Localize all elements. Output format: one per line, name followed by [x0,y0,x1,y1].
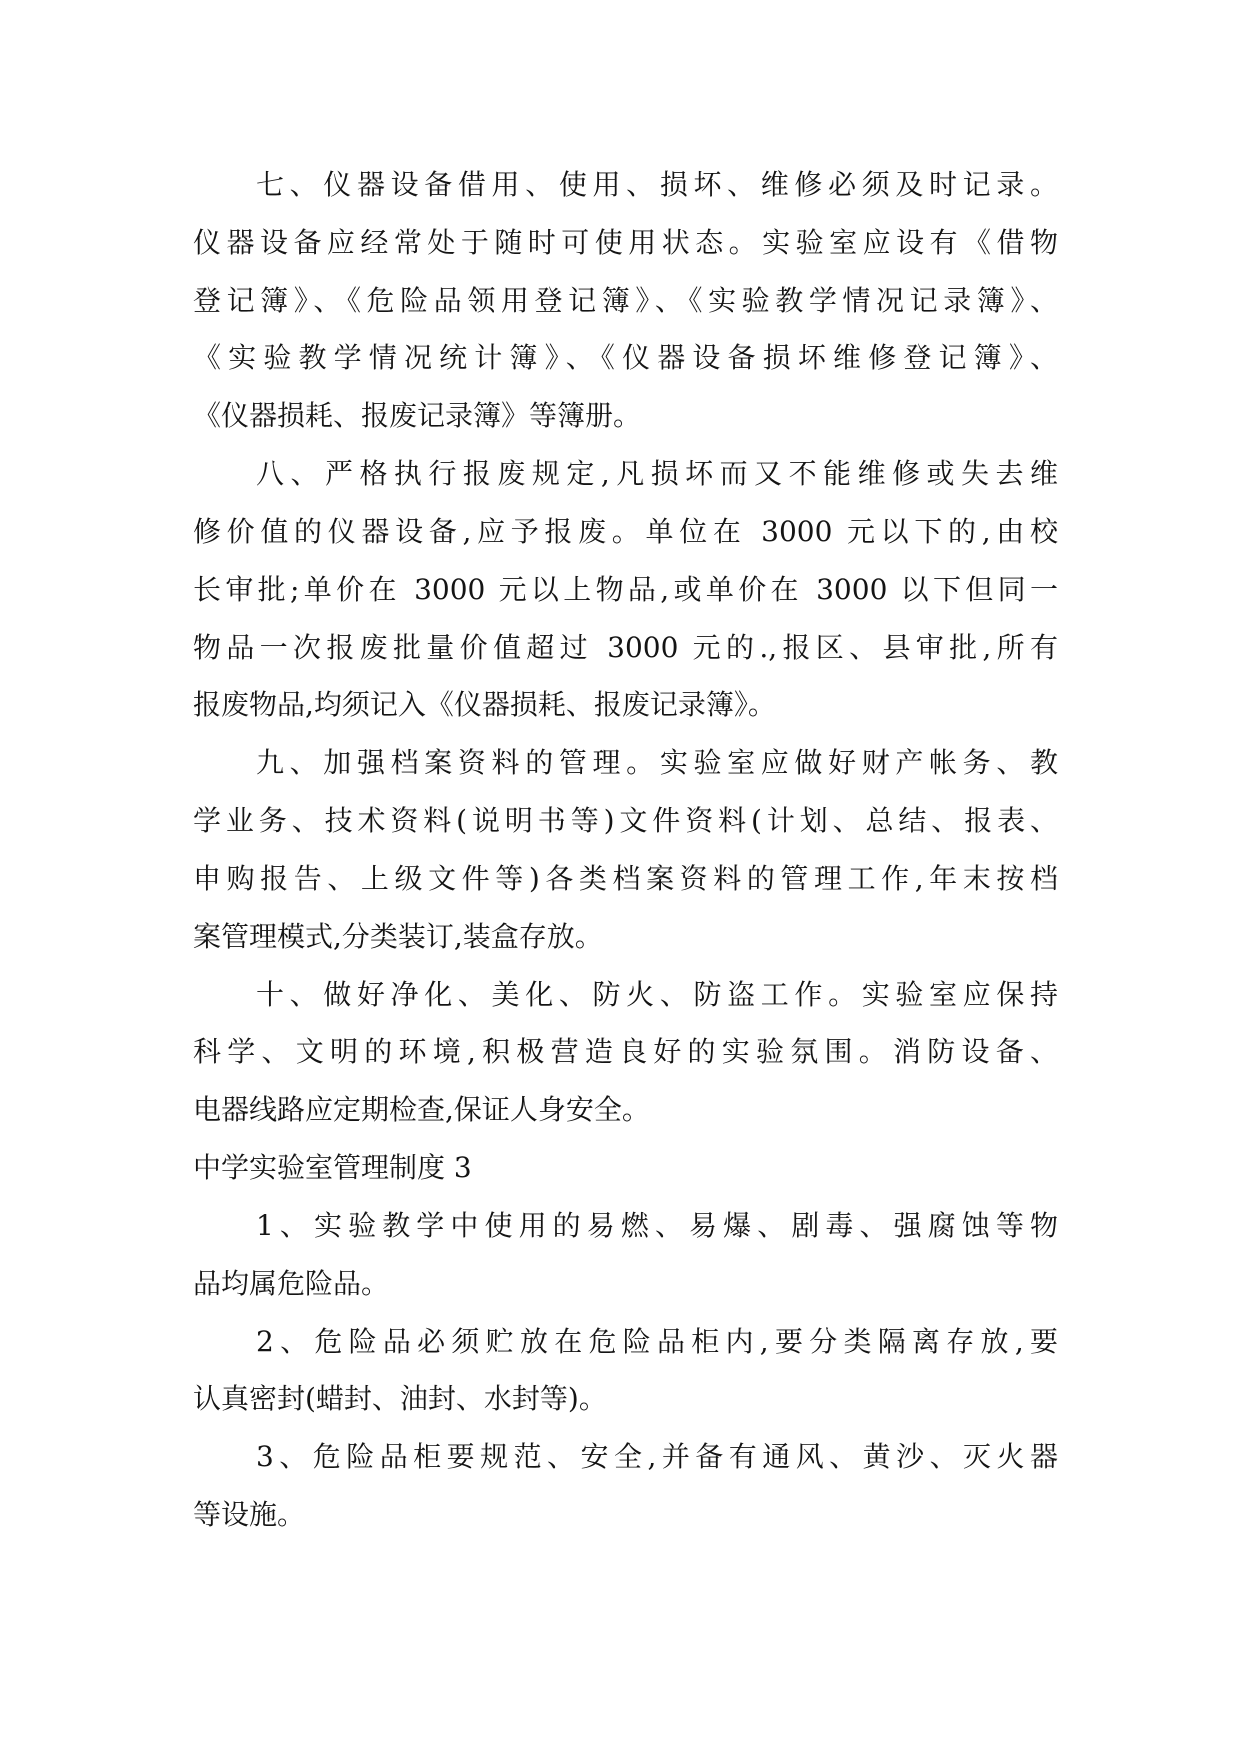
paragraph-line: 七、仪器设备借用、使用、损坏、维修必须及时记录。 [256,168,1058,201]
paragraph [193,734,1058,965]
paragraph [193,156,1058,445]
paragraph-line: 九、加强档案资料的管理。实验室应做好财产帐务、教 [256,746,1058,780]
paragraph-line: 八、严格执行报废规定,凡损坏而又不能维修或失去维 [256,457,1058,491]
paragraph-line: 申购报告、上级文件等)各类档案资料的管理工作,年末按档 [193,861,1058,895]
paragraph-line: 仪器设备应经常处于随时可使用状态。实验室应设有《借物 [193,225,1058,259]
paragraph-line: 报废物品,均须记入《仪器损耗、报废记录簿》。 [193,688,776,722]
paragraph-line: 电器线路应定期检查,保证人身安全。 [193,1093,650,1127]
paragraph [193,966,1058,1139]
paragraph-line: 2、危险品必须贮放在危险品柜内,要分类隔离存放,要 [256,1324,1058,1358]
paragraph-line: 1、实验教学中使用的易燃、易爆、剧毒、强腐蚀等物 [256,1208,1058,1242]
paragraph [193,1197,1058,1313]
paragraph-line: 修价值的仪器设备,应予报废。单位在 3000 元以下的,由校 [193,514,1058,548]
paragraph-line: 《仪器损耗、报废记录簿》等簿册。 [193,399,642,433]
paragraph-line: 3、危险品柜要规范、安全,并备有通风、黄沙、灭火器 [256,1440,1058,1474]
paragraph-line: 十、做好净化、美化、防火、防盗工作。实验室应保持 [256,977,1058,1011]
paragraph-line: 长审批;单价在 3000 元以上物品,或单价在 3000 以下但同一 [193,572,1058,606]
paragraph-line: 案管理模式,分类装订,装盒存放。 [193,919,603,953]
paragraph-line: 品均属危险品。 [193,1266,390,1300]
paragraph-line: 等设施。 [193,1498,306,1532]
paragraph [193,1313,1058,1429]
paragraph-line: 《实验教学情况统计簿》、《仪器设备损坏维修登记簿》、 [193,341,1058,375]
paragraph-line: 科学、文明的环境,积极营造良好的实验氛围。消防设备、 [193,1035,1058,1069]
section-heading: 中学实验室管理制度 3 [193,1151,472,1185]
paragraph [193,1428,1058,1544]
paragraph [193,445,1058,734]
paragraph-line: 学业务、技术资料(说明书等)文件资料(计划、总结、报表、 [193,804,1058,838]
paragraph-line: 物品一次报废批量价值超过 3000 元的.,报区、县审批,所有 [193,630,1058,664]
paragraph-line: 登记簿》、《危险品领用登记簿》、《实验教学情况记录簿》、 [193,283,1058,317]
paragraph-line: 认真密封(蜡封、油封、水封等)。 [193,1382,607,1416]
document-page [193,156,1058,1544]
